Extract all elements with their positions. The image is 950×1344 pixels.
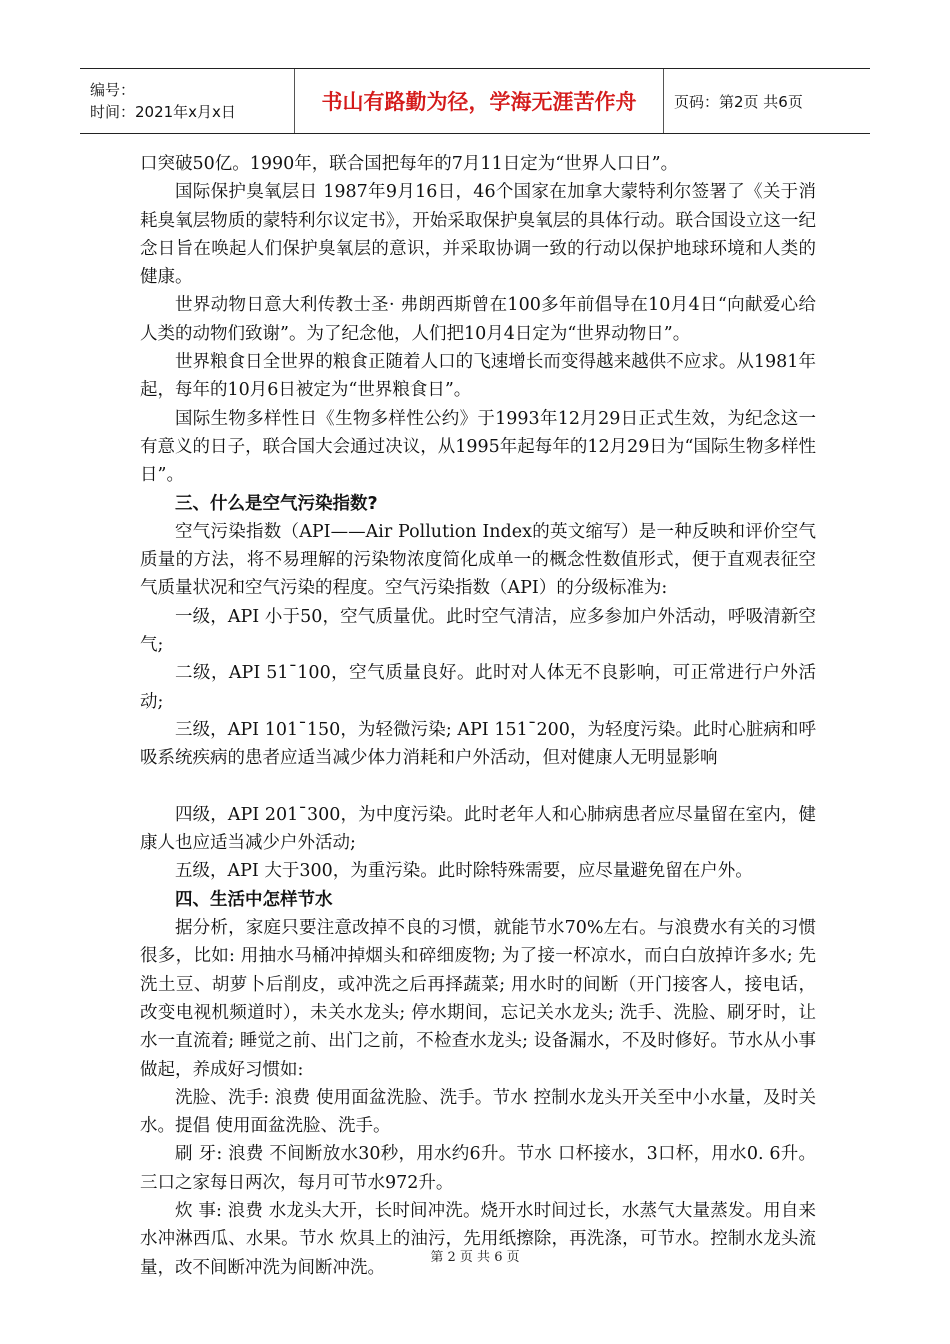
page-footer — [0, 1246, 950, 1265]
paragraph: 口突破50亿。1990年，联合国把每年的7月11日定为“世界人口日”。 — [140, 154, 679, 174]
paragraph: 世界粮食日全世界的粮食正随着人口的飞速增长而变得越来越供不应求。从1981年起，每年的10月6日被定为“世界粮食日”。 — [140, 352, 816, 401]
section-heading: 三、什么是空气污染指数? — [175, 493, 378, 514]
paragraph: 刷 牙: 浪费 不间断放水30秒，用水约6升。节水 口杯接水，3口杯，用水0. 6升。三口之家每日两次，每月可节水972升。 — [140, 1144, 816, 1193]
header-motto: 书山有路勤为径，学海无涯苦作舟 — [321, 90, 637, 114]
document-body — [140, 150, 816, 1282]
document-number-label: 编号： — [90, 81, 136, 99]
header-page-cell — [664, 69, 870, 133]
paragraph: 国际生物多样性日《生物多样性公约》于1993年12月29日正式生效，为纪念这一有意义的日子，联合国大会通过决议，从1995年起每年的12月29日为“国际生物多样性日”。 — [140, 408, 816, 486]
paragraph: 五级，API 大于300，为重污染。此时除特殊需要，应尽量避免留在户外。 — [175, 861, 753, 882]
paragraph: 四级，API 201¯300，为中度污染。此时老年人和心肺病患者应尽量留在室内，健康人也应适当减少户外活动; — [140, 804, 816, 854]
paragraph: 一级，API 小于50，空气质量优。此时空气清洁，应多参加户外活动，呼吸清新空气; — [140, 606, 816, 656]
section-heading: 四、生活中怎样节水 — [175, 889, 333, 910]
header-motto-cell — [295, 69, 664, 133]
paragraph: 世界动物日意大利传教士圣· 弗朗西斯曾在100多年前倡导在10月4日“向献爱心给人类的动物们致谢”。为了纪念他，人们把10月4日定为“世界动物日”。 — [140, 295, 816, 344]
paragraph: 空气污染指数（API——Air Pollution Index的英文缩写）是一种反映和评价空气质量的方法，将不易理解的污染物浓度简化成单一的概念性数值形式，便于直观表征空气质量状况和空气污染的程度。空气污染指数（API）的分级标准为: — [140, 521, 816, 599]
header-left-cell — [80, 69, 295, 133]
page-header — [80, 68, 870, 134]
header-page-info: 页码：第2页 共6页 — [674, 92, 803, 111]
footer-page-number: 第 2 页 共 6 页 — [430, 1250, 520, 1265]
paragraph: 二级，API 51¯100，空气质量良好。此时对人体无不良影响，可正常进行户外活动; — [140, 663, 816, 712]
paragraph: 洗脸、洗手: 浪费 使用面盆洗脸、洗手。节水 控制水龙头开关至中小水量，及时关水。提倡 使用面盆洗脸、洗手。 — [140, 1087, 816, 1137]
paragraph: 三级，API 101¯150，为轻微污染; API 151¯200，为轻度污染。此时心脏病和呼吸系统疾病的患者应适当减少体力消耗和户外活动，但对健康人无明显影响 — [140, 719, 816, 769]
paragraph: 炊 事: 浪费 水龙头大开，长时间冲洗。烧开水时间过长，水蒸气大量蒸发。用自来水冲淋西瓜、水果。节水 炊具上的油污，先用纸擦除，再洗涤，可节水。控制水龙头流量，改不间断冲洗为间断冲洗。 — [140, 1200, 816, 1278]
paragraph: 国际保护臭氧层日 1987年9月16日，46个国家在加拿大蒙特利尔签署了《关于消耗臭氧层物质的蒙特利尔议定书》，开始采取保护臭氧层的具体行动。联合国设立这一纪念日旨在唤起人们保护臭氧层的意识，并采取协调一致的行动以保护地球环境和人类的健康。 — [140, 182, 816, 288]
document-date: 时间：2021年x月x日 — [90, 103, 236, 121]
blank-line — [140, 773, 816, 801]
paragraph: 据分析，家庭只要注意改掉不良的习惯，就能节水70%左右。与浪费水有关的习惯很多，比如: 用抽水马桶冲掉烟头和碎细废物; 为了接一杯凉水，而白白放掉许多水; 先洗土豆、胡萝卜后削皮，或冲洗之后再择蔬菜; 用水时的间断（开门接客人，接电话，改变电视机频道时），未关水龙头; 停水期间，忘记关水龙头; 洗手、洗脸、刷牙时，让水一直流着; 睡觉之前、出门之前，不检查水龙头; 设备漏水，不及时修好。节水从小事做起，养成好习惯如: — [140, 918, 816, 1080]
